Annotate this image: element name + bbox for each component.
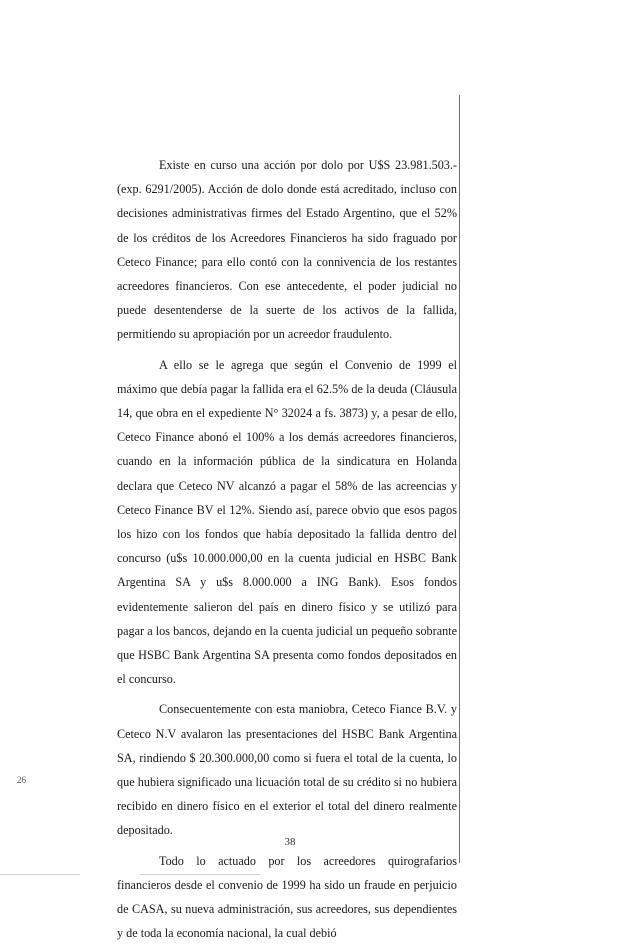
footer-rule-left <box>0 874 80 875</box>
footer-rule-center <box>140 874 260 875</box>
document-body <box>117 153 457 946</box>
paragraph-2: A ello se le agrega que según el Convenio de 1999 el máximo que debía pagar la fallida era el 62.5% de la deuda (Cláusula 14, que obra en el expediente N° 32024 a fs. 3873) y, a pesar de ello, Ceteco Finance abonó el 100% a los demás acreedores financieros, cuando en la información pública de la sindicatura en Holanda declara que Ceteco NV alcanzó a pagar el 58% de las acreencias y Ceteco Finance BV el 12%. Siendo así, parece obvio que esos pagos los hizo con los fondos que había depositado la fallida dentro del concurso (u$s 10.000.000,00 en la cuenta judicial en HSBC Bank Argentina SA y u$s 8.000.000 a ING Bank). Esos fondos evidentemente salieron del país en dinero físico y se utilizó para pagar a los bancos, dejando en la cuenta judicial un pequeño sobrante que HSBC Bank Argentina SA presenta como fondos depositados en el concurso. <box>117 357 457 687</box>
page-number: 38 <box>284 836 296 848</box>
paragraph-1: Existe en curso una acción por dolo por U$S 23.981.503.- (exp. 6291/2005). Acción de dolo donde está acreditado, incluso con decisiones administrativas firmes del Estado Argentino, que el 52% de los créditos de los Acreedores Financieros ha sido fraguado por Ceteco Finance; para ello contó con la connivencia de los restantes acreedores financieros. Con ese antecedente, el poder judicial no puede desentenderse de la suerte de los activos de la fallida, permitiendo su apropiación por un acreedor fraudulento. <box>117 158 457 342</box>
paragraph-3: Consecuentemente con esta maniobra, Ceteco Fiance B.V. y Ceteco N.V avalaron las presentaciones del HSBC Bank Argentina SA, rindiendo $ 20.300.000,00 como si fuera el total de la cuenta, lo que hubiera significado una licuación total de su crédito si no hubiera recibido en dinero físico en el exterior el total del dinero realmente depositado. <box>117 702 457 838</box>
paragraph-4: Todo lo actuado por los acreedores quirografarios financieros desde el convenio de 1999 ha sido un fraude en perjuicio de CASA, su nueva administración, sus acreedores, sus dependientes y de toda la economía nacional, la cual debió <box>117 853 457 941</box>
margin-line-number: 26 <box>17 775 26 785</box>
margin-rule <box>459 95 460 863</box>
